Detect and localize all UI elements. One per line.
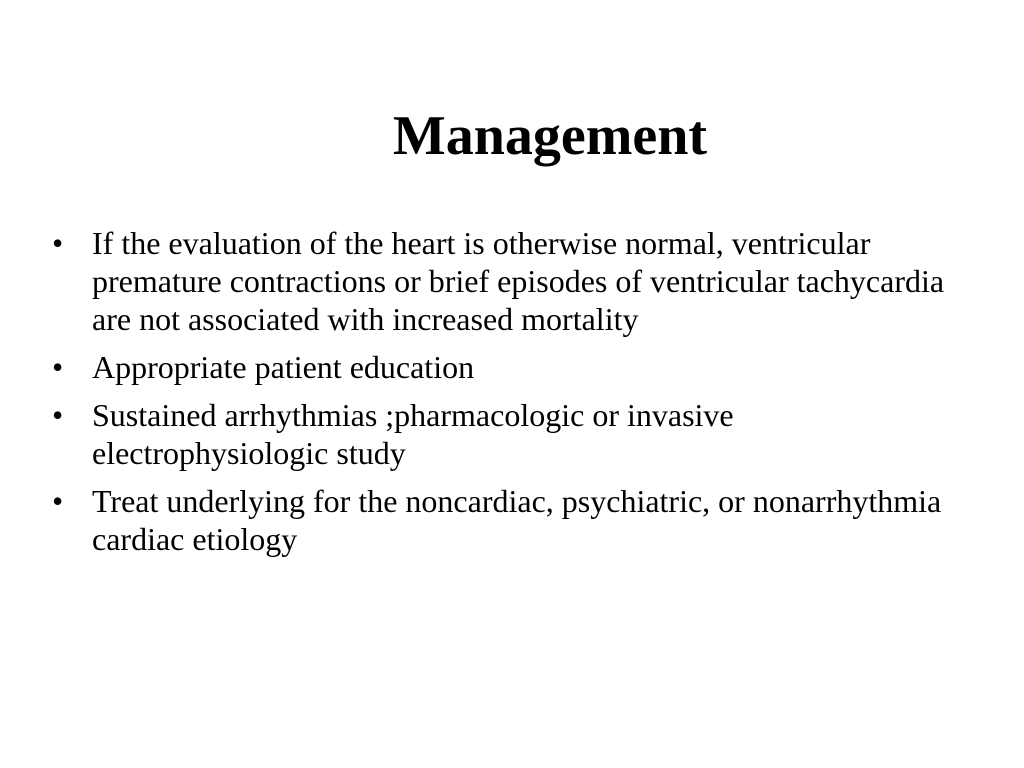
bullet-icon: • xyxy=(52,483,64,519)
slide-title: Management xyxy=(392,105,708,167)
bullet-text: Treat underlying for the noncardiac, psychiatric, or nonarrhythmia cardiac etiology xyxy=(92,483,942,557)
bullet-text: Sustained arrhythmias ;pharmacologic or invasive electrophysiologic study xyxy=(92,397,734,471)
list-item xyxy=(52,396,972,472)
bullet-text: If the evaluation of the heart is otherwise normal, ventricular premature contractions or brief episodes of ventricular tachycardia are not associated with increased mortality xyxy=(92,225,945,337)
bullet-list xyxy=(52,224,972,568)
list-item xyxy=(52,482,972,558)
list-item xyxy=(52,348,972,386)
bullet-icon: • xyxy=(52,349,64,385)
list-item xyxy=(52,224,972,338)
bullet-icon: • xyxy=(52,397,64,433)
bullet-text: Appropriate patient education xyxy=(92,349,475,385)
bullet-icon: • xyxy=(52,225,64,261)
